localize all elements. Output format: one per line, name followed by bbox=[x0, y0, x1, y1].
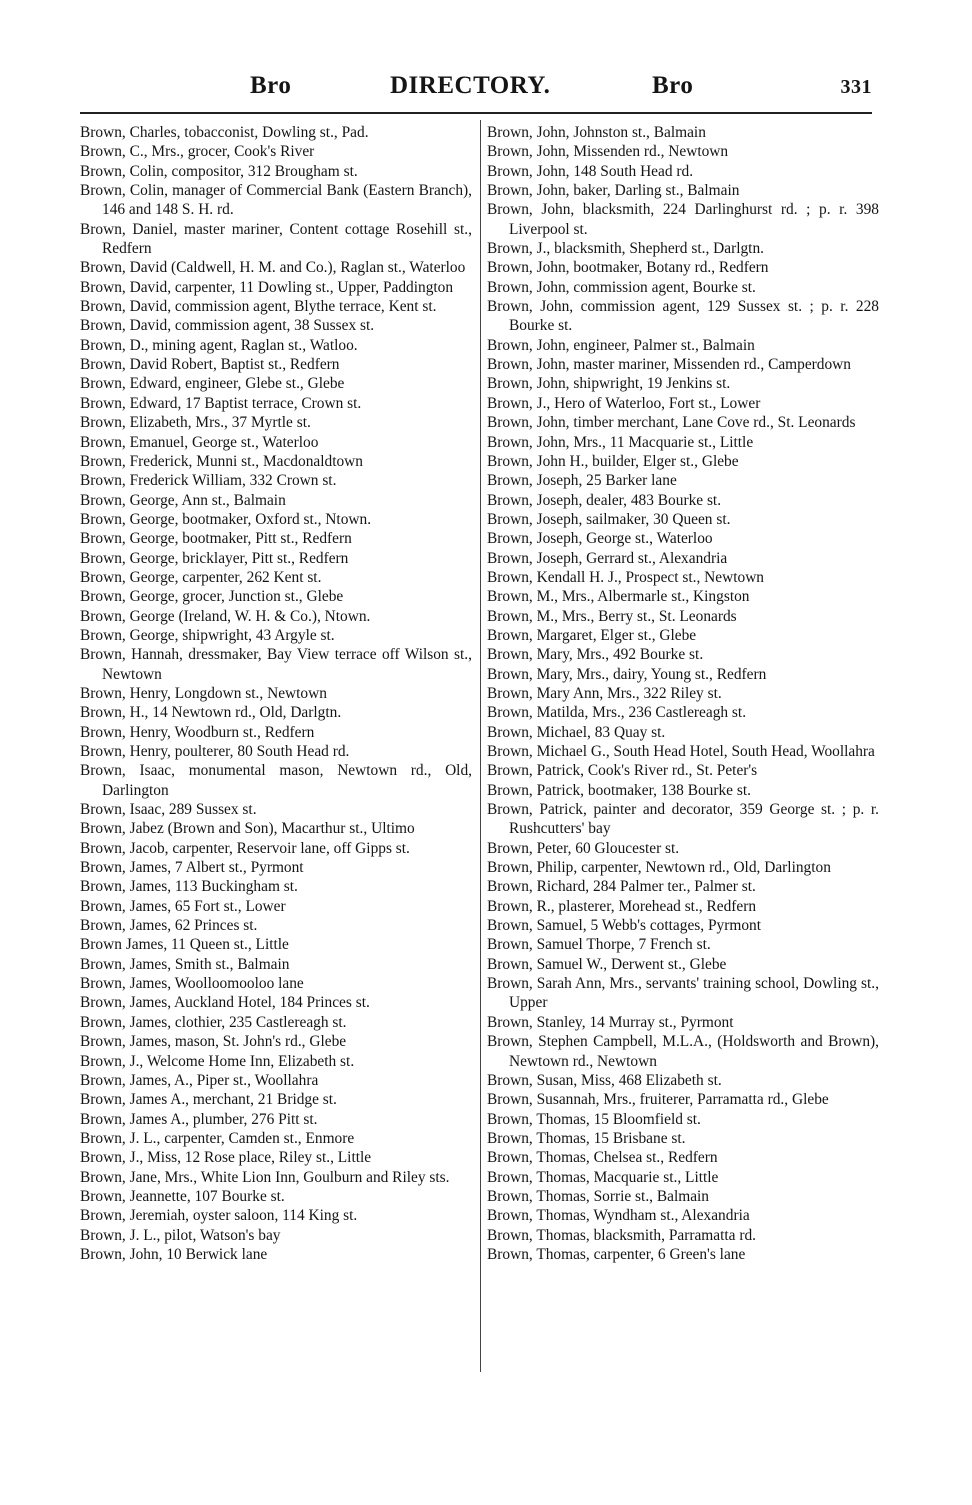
directory-entry: Brown, George, bootmaker, Pitt st., Redfern bbox=[80, 530, 352, 548]
directory-entry: Brown, Henry, poulterer, 80 South Head rd. bbox=[80, 743, 350, 760]
directory-entry: Brown, Frederick William, 332 Crown st. bbox=[80, 472, 337, 490]
directory-entry: Brown, David, commission agent, 38 Sussex st. bbox=[80, 317, 375, 335]
directory-entry: Brown, John, 148 South Head rd. bbox=[487, 162, 694, 180]
directory-entry: Brown, John, commission agent, Bourke st. bbox=[487, 278, 756, 296]
directory-entry: Brown, James, Smith st., Balmain bbox=[80, 955, 290, 973]
directory-entry: Brown, John, blacksmith, 224 Darlinghurst rd. ; p. r. 398 Liverpool st. bbox=[487, 201, 879, 238]
directory-entry: Brown, Samuel Thorpe, 7 French st. bbox=[487, 936, 711, 954]
directory-entry: Brown, J. L., pilot, Watson's bay bbox=[80, 1226, 281, 1244]
directory-entry: Brown, James, mason, St. John's rd., Glebe bbox=[80, 1033, 347, 1051]
right-column bbox=[487, 123, 879, 1264]
directory-entry: Brown, David, carpenter, 11 Dowling st., Upper, Paddington bbox=[80, 278, 454, 296]
directory-entry: Brown, Henry, Woodburn st., Redfern bbox=[80, 723, 315, 741]
directory-entry: Brown, J., Miss, 12 Rose place, Riley st., Little bbox=[80, 1149, 372, 1167]
directory-entry: Brown, John, timber merchant, Lane Cove rd., St. Leonards bbox=[487, 414, 856, 432]
directory-entry: Brown, James A., plumber, 276 Pitt st. bbox=[80, 1110, 318, 1128]
directory-entry: Brown, Emanuel, George st., Waterloo bbox=[80, 433, 319, 451]
directory-entry: Brown, Isaac, 289 Sussex st. bbox=[80, 801, 257, 819]
directory-entry: Brown, James, Woolloomooloo lane bbox=[80, 975, 304, 993]
directory-entry: Brown, David Robert, Baptist st., Redfern bbox=[80, 356, 340, 374]
directory-entry: Brown, Jeannette, 107 Bourke st. bbox=[80, 1187, 285, 1205]
directory-entry: Brown, George, shipwright, 43 Argyle st. bbox=[80, 626, 335, 644]
directory-entry: Brown, Colin, compositor, 312 Brougham st. bbox=[80, 162, 358, 180]
directory-entry: Brown, George, bricklayer, Pitt st., Redfern bbox=[80, 549, 349, 567]
directory-entry: Brown, Thomas, Macquarie st., Little bbox=[487, 1168, 719, 1186]
directory-entry: Brown, John, 10 Berwick lane bbox=[80, 1245, 268, 1263]
directory-entry: Brown, Peter, 60 Gloucester st. bbox=[487, 839, 680, 857]
directory-entry: Brown, Elizabeth, Mrs., 37 Myrtle st. bbox=[80, 414, 311, 432]
directory-entry: Brown, James, 62 Princes st. bbox=[80, 917, 258, 935]
directory-entry: Brown, Mary, Mrs., 492 Bourke st. bbox=[487, 646, 704, 664]
directory-entry: Brown James, 11 Queen st., Little bbox=[80, 936, 289, 954]
directory-entry: Brown, Jane, Mrs., White Lion Inn, Goulburn and Riley sts. bbox=[80, 1168, 450, 1186]
directory-entry: Brown, Edward, 17 Baptist terrace, Crown st. bbox=[80, 394, 362, 412]
directory-entry: Brown, C., Mrs., grocer, Cook's River bbox=[80, 143, 315, 161]
directory-entry: Brown, James, 113 Buckingham st. bbox=[80, 878, 298, 896]
directory-entry: Brown, J. L., carpenter, Camden st., Enmore bbox=[80, 1129, 355, 1147]
directory-entry: Brown, Mary, Mrs., dairy, Young st., Redfern bbox=[487, 665, 767, 683]
directory-entry: Brown, Jeremiah, oyster saloon, 114 King st. bbox=[80, 1207, 358, 1225]
directory-entry: Brown, Henry, Longdown st., Newtown bbox=[80, 684, 327, 702]
directory-entry: Brown, George, bootmaker, Oxford st., Ntown. bbox=[80, 510, 372, 528]
directory-entry: Brown, John, master mariner, Missenden rd., Camperdown bbox=[487, 356, 851, 374]
directory-entry: Brown, John, Mrs., 11 Macquarie st., Little bbox=[487, 433, 754, 451]
directory-entry: Brown, John, commission agent, 129 Sussex st. ; p. r. 228 Bourke st. bbox=[487, 298, 879, 335]
directory-entry: Brown, James, 65 Fort st., Lower bbox=[80, 897, 286, 915]
directory-entry: Brown, Margaret, Elger st., Glebe bbox=[487, 626, 697, 644]
directory-entry: Brown, Michael, 83 Quay st. bbox=[487, 723, 666, 741]
directory-entry: Brown, John, bootmaker, Botany rd., Redfern bbox=[487, 259, 769, 277]
directory-entry: Brown, Kendall H. J., Prospect st., Newtown bbox=[487, 568, 765, 586]
directory-entry: Brown, Joseph, 25 Barker lane bbox=[487, 472, 677, 490]
directory-entry: Brown, Susannah, Mrs., fruiterer, Parramatta rd., Glebe bbox=[487, 1091, 829, 1109]
directory-entry: Brown, Jacob, carpenter, Reservoir lane, off Gipps st. bbox=[80, 839, 410, 857]
directory-entry: Brown, John, shipwright, 19 Jenkins st. bbox=[487, 375, 731, 393]
left-guide-word: Bro bbox=[250, 72, 292, 99]
directory-entry: Brown, David (Caldwell, H. M. and Co.), Raglan st., Waterloo bbox=[80, 259, 466, 277]
directory-entry: Brown, Patrick, painter and decorator, 359 George st. ; p. r. Rushcutters' bay bbox=[487, 801, 879, 838]
right-guide-word: Bro bbox=[652, 72, 694, 99]
directory-entry: Brown, Stanley, 14 Murray st., Pyrmont bbox=[487, 1013, 734, 1031]
left-column bbox=[80, 123, 472, 1264]
directory-entry: Brown, Thomas, Chelsea st., Redfern bbox=[487, 1149, 718, 1167]
directory-entry: Brown, Thomas, carpenter, 6 Green's lane bbox=[487, 1245, 746, 1263]
directory-entry: Brown, Isaac, monumental mason, Newtown rd., Old, Darlington bbox=[80, 762, 472, 799]
directory-entry: Brown, James, clothier, 235 Castlereagh st. bbox=[80, 1013, 347, 1031]
directory-entry: Brown, Edward, engineer, Glebe st., Glebe bbox=[80, 375, 345, 393]
directory-entry: Brown, John, engineer, Palmer st., Balmain bbox=[487, 336, 755, 354]
directory-entry: Brown, M., Mrs., Albermarle st., Kingston bbox=[487, 588, 750, 606]
page-number: 331 bbox=[840, 76, 872, 98]
directory-entry: Brown, D., mining agent, Raglan st., Watloo. bbox=[80, 336, 358, 354]
directory-entry: Brown, Joseph, sailmaker, 30 Queen st. bbox=[487, 510, 731, 528]
directory-entry: Brown, Charles, tobacconist, Dowling st., Pad. bbox=[80, 124, 369, 141]
directory-entry: Brown, Joseph, dealer, 483 Bourke st. bbox=[487, 491, 722, 509]
directory-entry: Brown, R., plasterer, Morehead st., Redfern bbox=[487, 897, 757, 915]
directory-entry: Brown, Philip, carpenter, Newtown rd., Old, Darlington bbox=[487, 859, 831, 877]
directory-entry: Brown, Patrick, Cook's River rd., St. Peter's bbox=[487, 762, 758, 780]
directory-entry: Brown, Thomas, blacksmith, Parramatta rd. bbox=[487, 1226, 756, 1244]
directory-entry: Brown, Colin, manager of Commercial Bank (Eastern Branch), 146 and 148 S. H. rd. bbox=[80, 182, 472, 219]
header-rule bbox=[80, 112, 872, 114]
directory-entry: Brown, Thomas, Wyndham st., Alexandria bbox=[487, 1207, 750, 1225]
directory-entry: Brown, George, Ann st., Balmain bbox=[80, 491, 286, 509]
column-divider bbox=[480, 120, 481, 1372]
directory-entry: Brown, Stephen Campbell, M.L.A., (Holdsworth and Brown), Newtown rd., Newtown bbox=[487, 1033, 879, 1070]
directory-entry: Brown, Frederick, Munni st., Macdonaldtown bbox=[80, 452, 363, 470]
directory-entry: Brown, John, Missenden rd., Newtown bbox=[487, 143, 729, 161]
directory-entry: Brown, James, 7 Albert st., Pyrmont bbox=[80, 859, 304, 877]
directory-entry: Brown, Hannah, dressmaker, Bay View terrace off Wilson st., Newtown bbox=[80, 646, 472, 683]
directory-entry: Brown, Patrick, bootmaker, 138 Bourke st. bbox=[487, 781, 751, 799]
directory-entry: Brown, Jabez (Brown and Son), Macarthur st., Ultimo bbox=[80, 820, 415, 838]
directory-entry: Brown, James, Auckland Hotel, 184 Princes st. bbox=[80, 994, 370, 1012]
directory-entry: Brown, John, baker, Darling st., Balmain bbox=[487, 182, 740, 200]
directory-entry: Brown, Thomas, 15 Bloomfield st. bbox=[487, 1110, 701, 1128]
page-header bbox=[80, 72, 872, 112]
directory-entry: Brown, George, grocer, Junction st., Glebe bbox=[80, 588, 344, 606]
directory-entry: Brown, M., Mrs., Berry st., St. Leonards bbox=[487, 607, 737, 625]
directory-entry: Brown, Joseph, Gerrard st., Alexandria bbox=[487, 549, 728, 567]
directory-entry: Brown, Joseph, George st., Waterloo bbox=[487, 530, 713, 548]
directory-entry: Brown, H., 14 Newtown rd., Old, Darlgtn. bbox=[80, 704, 342, 722]
directory-entry: Brown, James, A., Piper st., Woollahra bbox=[80, 1071, 319, 1089]
directory-entry: Brown, James A., merchant, 21 Bridge st. bbox=[80, 1091, 337, 1109]
directory-entry: Brown, J., blacksmith, Shepherd st., Darlgtn. bbox=[487, 240, 765, 258]
directory-entry: Brown, Richard, 284 Palmer ter., Palmer st. bbox=[487, 878, 756, 896]
directory-entry: Brown, Susan, Miss, 468 Elizabeth st. bbox=[487, 1071, 722, 1089]
directory-entry: Brown, J., Hero of Waterloo, Fort st., Lower bbox=[487, 394, 761, 412]
directory-entry: Brown, Thomas, Sorrie st., Balmain bbox=[487, 1187, 710, 1205]
directory-entry: Brown, Matilda, Mrs., 236 Castlereagh st. bbox=[487, 704, 747, 722]
directory-entry: Brown, John, Johnston st., Balmain bbox=[487, 124, 706, 141]
directory-entry: Brown, Michael G., South Head Hotel, South Head, Woollahra bbox=[487, 743, 875, 760]
directory-entry: Brown, Mary Ann, Mrs., 322 Riley st. bbox=[487, 684, 722, 702]
page-title: DIRECTORY. bbox=[390, 72, 551, 99]
directory-entry: Brown, George (Ireland, W. H. & Co.), Ntown. bbox=[80, 607, 371, 625]
directory-entry: Brown, George, carpenter, 262 Kent st. bbox=[80, 568, 322, 586]
directory-entry: Brown, Daniel, master mariner, Content cottage Rosehill st., Redfern bbox=[80, 220, 472, 258]
directory-entry: Brown, Samuel W., Derwent st., Glebe bbox=[487, 955, 727, 973]
directory-entry: Brown, J., Welcome Home Inn, Elizabeth st. bbox=[80, 1052, 355, 1070]
directory-entry: Brown, Sarah Ann, Mrs., servants' training school, Dowling st., Upper bbox=[487, 975, 879, 1012]
directory-entry: Brown, Thomas, 15 Brisbane st. bbox=[487, 1129, 686, 1147]
directory-entry: Brown, John H., builder, Elger st., Glebe bbox=[487, 452, 739, 470]
directory-entry: Brown, Samuel, 5 Webb's cottages, Pyrmont bbox=[487, 917, 761, 935]
directory-entry: Brown, David, commission agent, Blythe terrace, Kent st. bbox=[80, 298, 437, 316]
